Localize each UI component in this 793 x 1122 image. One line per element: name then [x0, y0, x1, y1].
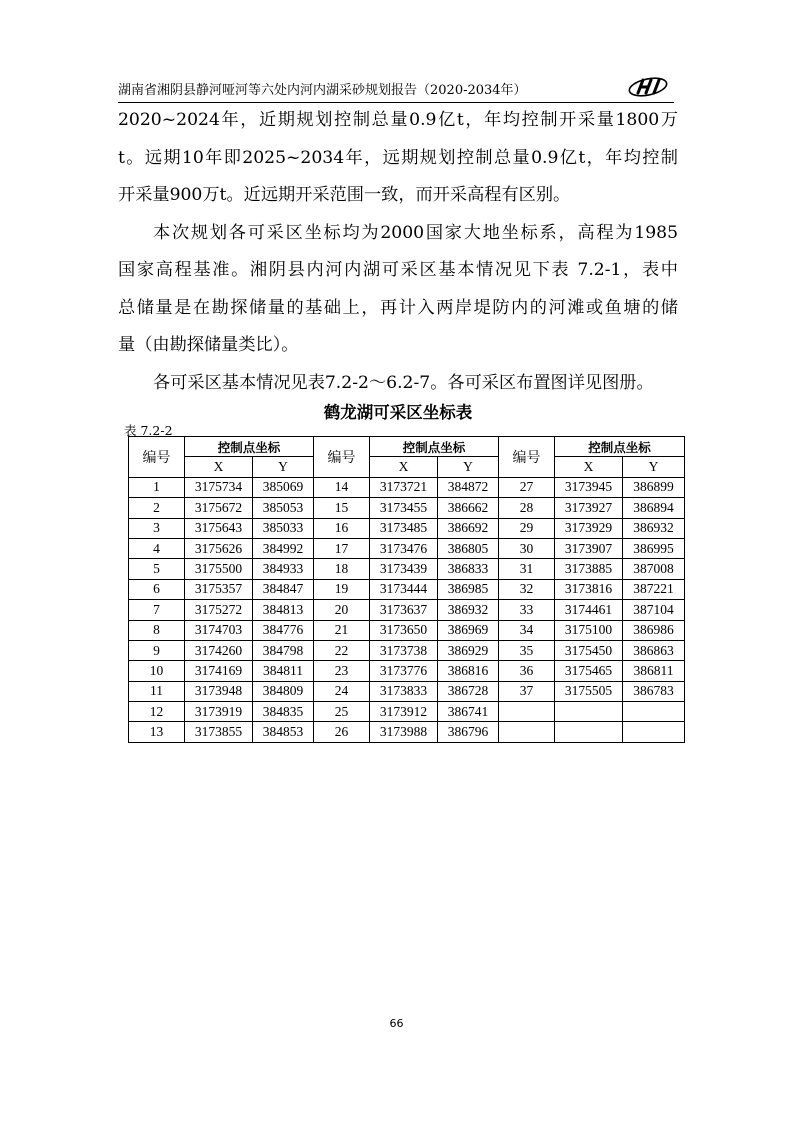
body-text [118, 102, 678, 402]
table-title: 鹤龙湖可采区坐标表 [323, 403, 473, 422]
table-cell: 3 [129, 518, 185, 538]
table-cell [555, 722, 623, 742]
table-cell: 36 [499, 661, 555, 681]
paragraph-2-line-4: 量（由勘探储量类比）。 [118, 335, 299, 355]
table-cell: 384811 [253, 661, 314, 681]
table-cell: 386805 [438, 538, 499, 558]
table-row [129, 681, 685, 701]
table-cell: 384992 [253, 538, 314, 558]
table-cell: 3173650 [370, 620, 438, 640]
table-caption: 表 7.2-2 [124, 423, 173, 438]
table-cell: 2 [129, 498, 185, 518]
header-title: 湖南省湘阴县静河哑河等六处内河内湖采砂规划报告（2020-2034年） [118, 83, 527, 98]
table-row [129, 498, 685, 518]
table-cell [499, 722, 555, 742]
table-cell: 3175100 [555, 620, 623, 640]
table-cell: 3174260 [185, 640, 253, 660]
table-subheader-row [129, 457, 685, 477]
table-cell: 386741 [438, 702, 499, 722]
page-header [118, 74, 674, 103]
table-cell: 34 [499, 620, 555, 640]
hhi-logo-icon [626, 74, 670, 98]
table-cell: 385069 [253, 477, 314, 497]
table-cell: 386969 [438, 620, 499, 640]
table-cell: 14 [314, 477, 370, 497]
table-cell [555, 702, 623, 722]
table-cell: 386863 [623, 640, 685, 660]
table-cell: 3173945 [555, 477, 623, 497]
table-cell: 3175643 [185, 518, 253, 538]
table-cell: 20 [314, 600, 370, 620]
table-cell: 3173444 [370, 579, 438, 599]
paragraph-2-line-1: 本次规划各可采区坐标均为2000国家大地坐标系，高程为1985 [153, 222, 678, 243]
table-cell: 17 [314, 538, 370, 558]
table-row [129, 661, 685, 681]
table-cell: 3173919 [185, 702, 253, 722]
table-cell: 3175465 [555, 661, 623, 681]
table-cell: 386932 [438, 600, 499, 620]
table-row [129, 579, 685, 599]
table-cell: 3173476 [370, 538, 438, 558]
table-cell: 29 [499, 518, 555, 538]
table-cell: 384776 [253, 620, 314, 640]
table-cell: 386783 [623, 681, 685, 701]
table-header-row [129, 437, 685, 457]
table-cell: 3175272 [185, 600, 253, 620]
table-cell: 3175505 [555, 681, 623, 701]
table-cell: 386728 [438, 681, 499, 701]
table-cell: 3173439 [370, 559, 438, 579]
table-cell: 386995 [623, 538, 685, 558]
table-row [129, 600, 685, 620]
header-y-2: Y [438, 457, 499, 477]
table-row [129, 702, 685, 722]
table-cell: 27 [499, 477, 555, 497]
table-cell: 7 [129, 600, 185, 620]
header-group-2: 控制点坐标 [370, 437, 499, 457]
table-cell: 3174703 [185, 620, 253, 640]
table-cell: 384813 [253, 600, 314, 620]
table-row [129, 477, 685, 497]
table-cell: 10 [129, 661, 185, 681]
table-cell: 3174169 [185, 661, 253, 681]
paragraph-1-line-1: 2020~2024年，近期规划控制总量0.9亿t，年均控制开采量1800万 [118, 110, 678, 130]
table-cell: 386986 [623, 620, 685, 640]
table-cell: 3175672 [185, 498, 253, 518]
header-x-2: X [370, 457, 438, 477]
table-cell: 8 [129, 620, 185, 640]
table-cell: 33 [499, 600, 555, 620]
table-cell: 9 [129, 640, 185, 660]
table-cell: 22 [314, 640, 370, 660]
table-cell: 12 [129, 702, 185, 722]
table-cell [499, 702, 555, 722]
table-cell: 25 [314, 702, 370, 722]
table-cell: 26 [314, 722, 370, 742]
table-cell: 28 [499, 498, 555, 518]
header-x-3: X [555, 457, 623, 477]
table-cell: 3174461 [555, 600, 623, 620]
table-cell: 384809 [253, 681, 314, 701]
table-cell: 35 [499, 640, 555, 660]
header-group-3: 控制点坐标 [555, 437, 685, 457]
table-cell: 3175734 [185, 477, 253, 497]
paragraph-1-line-3: 开采量900万t。近远期开采范围一致，而开采高程有区别。 [118, 185, 571, 205]
table-cell: 3173912 [370, 702, 438, 722]
table-cell: 386985 [438, 579, 499, 599]
paragraph-2-line-3: 总储量是在勘探储量的基础上，再计入两岸堤防内的河滩或鱼塘的储 [118, 297, 678, 318]
paragraph-2-line-2: 国家高程基准。湘阴县内河内湖可采区基本情况见下表 7.2-1，表中 [118, 260, 678, 280]
header-group-1: 控制点坐标 [185, 437, 314, 457]
table-cell: 385033 [253, 518, 314, 538]
table-cell: 386811 [623, 661, 685, 681]
table-cell: 386662 [438, 498, 499, 518]
table-cell: 3173948 [185, 681, 253, 701]
table-cell: 387104 [623, 600, 685, 620]
table-cell: 386929 [438, 640, 499, 660]
table-cell: 3173776 [370, 661, 438, 681]
table-cell: 387008 [623, 559, 685, 579]
coordinate-table [128, 436, 685, 743]
table-cell [623, 702, 685, 722]
table-row [129, 518, 685, 538]
table-cell [623, 722, 685, 742]
table-cell: 3173927 [555, 498, 623, 518]
table-body [129, 477, 685, 742]
table-cell: 19 [314, 579, 370, 599]
table-cell: 3173929 [555, 518, 623, 538]
table-cell: 385053 [253, 498, 314, 518]
table-cell: 3175357 [185, 579, 253, 599]
table-cell: 3173833 [370, 681, 438, 701]
table-cell: 15 [314, 498, 370, 518]
table-cell: 386932 [623, 518, 685, 538]
header-num-1: 编号 [129, 437, 185, 478]
table-cell: 11 [129, 681, 185, 701]
table-cell: 23 [314, 661, 370, 681]
table-cell: 387221 [623, 579, 685, 599]
table-cell: 18 [314, 559, 370, 579]
table-cell: 3173816 [555, 579, 623, 599]
table-cell: 384798 [253, 640, 314, 660]
table-row [129, 538, 685, 558]
table-cell: 31 [499, 559, 555, 579]
table-cell: 37 [499, 681, 555, 701]
table-cell: 6 [129, 579, 185, 599]
table-cell: 3173738 [370, 640, 438, 660]
table-cell: 386692 [438, 518, 499, 538]
table-cell: 384853 [253, 722, 314, 742]
table-cell: 384872 [438, 477, 499, 497]
table-cell: 3173721 [370, 477, 438, 497]
table-cell: 3173988 [370, 722, 438, 742]
table-cell: 3175626 [185, 538, 253, 558]
table-cell: 16 [314, 518, 370, 538]
table-cell: 21 [314, 620, 370, 640]
table-row [129, 559, 685, 579]
table-cell: 386833 [438, 559, 499, 579]
table-cell: 24 [314, 681, 370, 701]
table-cell: 13 [129, 722, 185, 742]
table-cell: 30 [499, 538, 555, 558]
table-cell: 386816 [438, 661, 499, 681]
table-cell: 3173907 [555, 538, 623, 558]
table-cell: 3173885 [555, 559, 623, 579]
table-cell: 386796 [438, 722, 499, 742]
table-cell: 3175500 [185, 559, 253, 579]
header-num-3: 编号 [499, 437, 555, 478]
paragraph-1-line-2: t。远期10年即2025~2034年，远期规划控制总量0.9亿t，年均控制 [118, 147, 678, 168]
table-cell: 3173485 [370, 518, 438, 538]
table-cell: 5 [129, 559, 185, 579]
table-cell: 384933 [253, 559, 314, 579]
table-cell: 3173455 [370, 498, 438, 518]
table-row [129, 640, 685, 660]
header-y-3: Y [623, 457, 685, 477]
table-row [129, 722, 685, 742]
paragraph-3-line-1: 各可采区基本情况见表7.2-2～6.2-7。各可采区布置图详见图册。 [153, 372, 654, 393]
table-cell: 3175450 [555, 640, 623, 660]
table-cell: 386899 [623, 477, 685, 497]
table-cell: 3173855 [185, 722, 253, 742]
table-cell: 3173637 [370, 600, 438, 620]
table-cell: 32 [499, 579, 555, 599]
table-cell: 384847 [253, 579, 314, 599]
header-y-1: Y [253, 457, 314, 477]
table-cell: 386894 [623, 498, 685, 518]
header-x-1: X [185, 457, 253, 477]
table-cell: 4 [129, 538, 185, 558]
table-row [129, 620, 685, 640]
table-cell: 384835 [253, 702, 314, 722]
header-num-2: 编号 [314, 437, 370, 478]
table-cell: 1 [129, 477, 185, 497]
page-number: 66 [389, 1017, 404, 1030]
